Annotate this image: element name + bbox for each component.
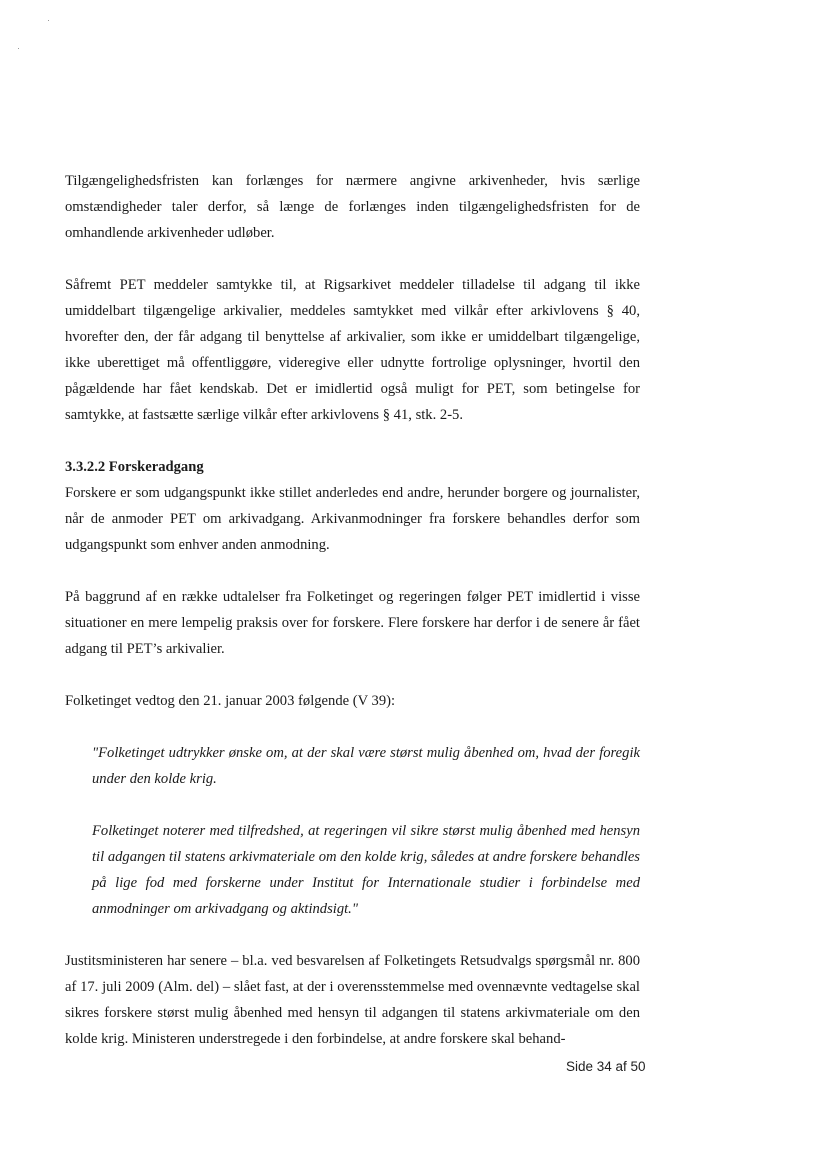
paragraph-background: På baggrund af en række udtalelser fra Folketinget og regeringen følger PET imidlertid i visse situationer en mere lempelig praksis over for forskere. Flere forskere har derfor i de senere år fået adgang til PET’s arkivalier. bbox=[65, 589, 640, 657]
paragraph-extension: Tilgængelighedsfristen kan forlænges for nærmere angivne arkivenheder, hvis særlige omstændigheder taler derfor, så længe de forlænges inden tilgængelighedsfristen for de omhandlende arkivenheder udløber. bbox=[65, 173, 640, 241]
quote-equal-treatment: Folketinget noterer med tilfredshed, at regeringen vil sikre størst mulig åbenhed med hensyn til adgangen til statens arkivmateriale om den kolde krig, således at andre forskere behandles på lige fod med forskerne under Institut for Internationale studier i forbindelse med anmodninger om arkivadgang og aktindsigt." bbox=[92, 823, 640, 917]
paragraph-resolution-intro: Folketinget vedtog den 21. januar 2003 følgende (V 39): bbox=[65, 693, 396, 709]
section-heading: 3.3.2.2 Forskeradgang bbox=[65, 459, 204, 475]
scan-speck bbox=[48, 20, 49, 21]
paragraph-consent: Såfremt PET meddeler samtykke til, at Rigsarkivet meddeler tilladelse til adgang til ikke umiddelbart tilgængelige arkivalier, meddeles samtykket med vilkår efter arkivlovens § 40, hvorefter den, der får adgang til benyttelse af arkivalier, som ikke er umiddelbart tilgængelige, ikke uberettiget må offentliggøre, videregive eller udnytte fortrolige oplysninger, hvortil den pågældende har fået kendskab. Det er imidlertid også muligt for PET, som betingelse for samtykke, at fastsætte særlige vilkår efter arkivlovens § 41, stk. 2-5. bbox=[65, 277, 640, 423]
document-body bbox=[65, 168, 640, 1078]
quote-openness: "Folketinget udtrykker ønske om, at der skal være størst mulig åbenhed om, hvad der foregik under den kolde krig. bbox=[92, 745, 640, 787]
scan-speck bbox=[18, 48, 19, 49]
paragraph-researchers: Forskere er som udgangspunkt ikke stillet anderledes end andre, herunder borgere og journalister, når de anmoder PET om arkivadgang. Arkivanmodninger fra forskere behandles derfor som udgangspunkt som enhver anden anmodning. bbox=[65, 485, 640, 553]
page-number: Side 34 af 50 bbox=[566, 1059, 646, 1074]
paragraph-minister: Justitsministeren har senere – bl.a. ved besvarelsen af Folketingets Retsudvalgs spørgsmål nr. 800 af 17. juli 2009 (Alm. del) – slået fast, at der i overensstemmelse med ovennævnte vedtagelse skal sikres forskere størst mulig åbenhed med hensyn til adgangen til statens arkivmateriale om den kolde krig. Ministeren understregede i den forbindelse, at andre forskere skal behand- bbox=[65, 953, 640, 1047]
